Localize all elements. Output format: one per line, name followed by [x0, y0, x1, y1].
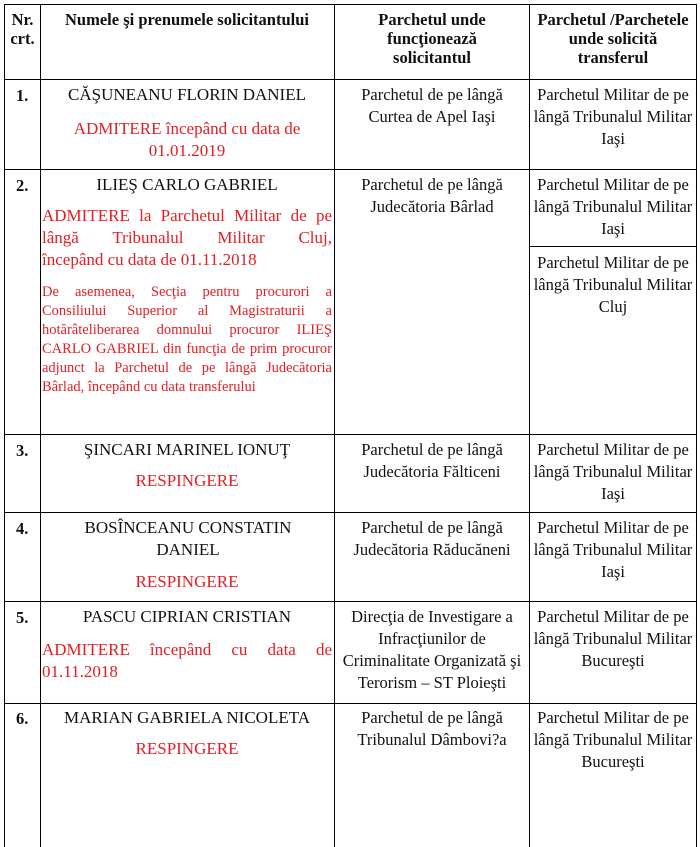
applicant-name: PASCU CIPRIAN CRISTIAN — [82, 607, 292, 626]
header-name: Numele şi prenumele solicitantului — [65, 10, 309, 29]
header-target-office: Parchetul /Parchetele unde solicită transferul — [537, 10, 689, 67]
target-office: Parchetul Militar de pe lângă Tribunalul Militar Iaşi — [533, 175, 693, 238]
target-office: Parchetul Militar de pe lângă Tribunalul Militar Iaşi — [533, 518, 693, 581]
column-divider — [334, 4, 335, 847]
row-divider — [4, 434, 697, 435]
decision-text: RESPINGERE — [135, 471, 239, 490]
target-office: Parchetul Militar de pe lângă Tribunalul Militar Bucureşti — [533, 607, 693, 670]
row-divider — [4, 601, 697, 602]
table-border-left — [4, 4, 5, 847]
current-office: Parchetul de pe lângă Judecătoria Fălticeni — [361, 440, 503, 481]
applicant-name: CĂŞUNEANU FLORIN DANIEL — [68, 85, 306, 104]
row-number: 4. — [16, 519, 29, 538]
current-office: Parchetul de pe lângă Tribunalul Dâmbovi?a — [357, 708, 507, 749]
row-number: 2. — [16, 176, 29, 195]
current-office: Parchetul de pe lângă Judecătoria Răducăneni — [353, 518, 511, 559]
row-divider — [4, 169, 697, 170]
decision-date: 01.11.2018 — [42, 662, 118, 681]
applicant-name: BOSÎNCEANU CONSTATIN DANIEL — [84, 518, 292, 559]
current-office: Direcţia de Investigare a Infracţiunilor de Criminalitate Organizată şi Terorism – ST Ploieşti — [342, 607, 522, 692]
row-divider — [4, 512, 697, 513]
decision-text: RESPINGERE — [135, 739, 239, 758]
decision-note: De asemenea, Secţia pentru procurori a Consiliului Superior al Magistraturii a hotărâteliberarea domnului procuror ILIEŞ CARLO GABRIEL din funcţia de prim procuror adjunct la Parchetul de pe lângă Judecătoria Bârlad, începând cu data transferului — [42, 284, 332, 395]
row-number: 3. — [16, 441, 29, 460]
decision-line: ADMITERE la Parchetul Militar de pe — [42, 206, 332, 225]
row-divider — [529, 246, 697, 247]
decision-line: începând cu data de 01.11.2018 — [42, 250, 257, 269]
row-divider — [4, 79, 697, 80]
target-office: Parchetul Militar de pe lângă Tribunalul Militar Iaşi — [533, 440, 693, 503]
column-divider — [529, 4, 530, 847]
decision-text — [42, 205, 332, 271]
decision-text — [42, 639, 332, 683]
decision-line: ADMITERE începând cu data de — [42, 640, 332, 659]
current-office: Parchetul de pe lângă Curtea de Apel Iaşi — [361, 85, 503, 126]
header-current-office: Parchetul unde funcţionează solicitantul — [378, 10, 486, 67]
applicant-name: ŞINCARI MARINEL IONUŢ — [83, 440, 291, 459]
row-number: 6. — [16, 709, 29, 728]
table-border-right — [696, 4, 697, 847]
column-divider — [40, 4, 41, 847]
decision-text: ADMITERE începând cu data de — [73, 119, 301, 138]
target-office: Parchetul Militar de pe lângă Tribunalul Militar Cluj — [533, 253, 693, 316]
applicant-name: ILIEŞ CARLO GABRIEL — [96, 175, 278, 194]
row-number: 5. — [16, 608, 29, 627]
row-divider — [4, 4, 697, 5]
target-office: Parchetul Militar de pe lângă Tribunalul Militar Bucureşti — [533, 708, 693, 771]
decision-text: RESPINGERE — [135, 572, 239, 591]
current-office: Parchetul de pe lângă Judecătoria Bârlad — [361, 175, 503, 216]
row-divider — [4, 703, 697, 704]
header-nr: Nr. crt. — [10, 10, 35, 48]
target-office: Parchetul Militar de pe lângă Tribunalul Militar Iaşi — [533, 85, 693, 148]
row-number: 1. — [16, 86, 29, 105]
decision-line: lângă Tribunalul Militar Cluj, — [42, 228, 332, 247]
applicant-name: MARIAN GABRIELA NICOLETA — [63, 708, 311, 727]
decision-date: 01.01.2019 — [148, 141, 226, 160]
